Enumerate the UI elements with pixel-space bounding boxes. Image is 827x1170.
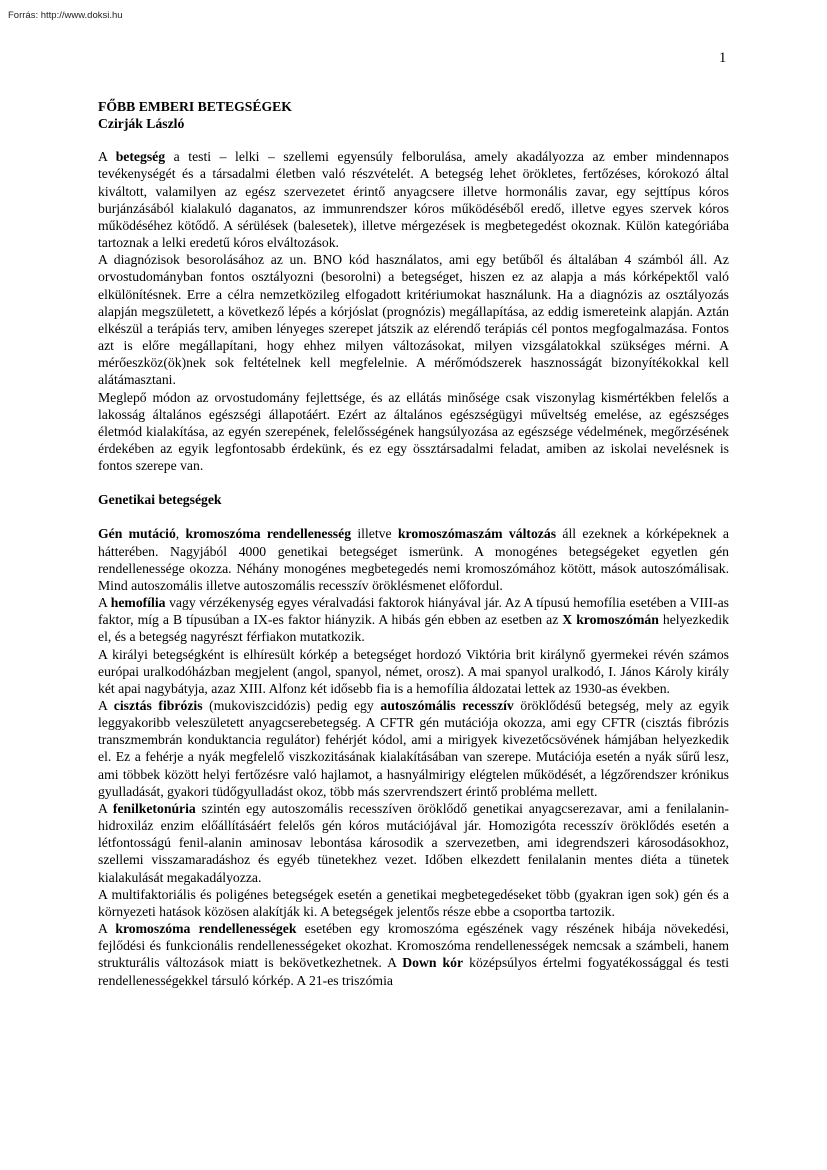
text-run: helyezkedik el, és a betegség nagyrészt férfiakon mutatkozik. [98, 612, 729, 645]
bold-term: kromoszóma rendellenességek [115, 921, 297, 937]
bold-term: kromoszóma rendellenesség [185, 526, 352, 542]
genetics-section [98, 525, 729, 988]
document-author: Czirják László [98, 116, 185, 132]
text-run: A multifaktoriális és poligénes betegségek esetén a genetikai megbetegedéseket több (gyakran igen sok) gén és a környezeti hatások közösen alakítják ki. A betegségek jelentős része ebbe a csoportba tartozik. [98, 886, 729, 919]
text-run: esetében egy kromoszóma egészének vagy részének hibája növekedési, fejlődési és funkcionális rendellenességeket okozhat. Kromoszóma rendellenességek nemcsak a számbeli, hanem strukturális változások miatt is bekövetkezhetnek. A [98, 921, 729, 971]
text-run: vagy vérzékenység egyes véralvadási faktorok hiányával jár. Az A típusú hemofília esetében a VIII-as faktor, míg a B típusúban a IX-es faktor hiányzik. A hibás gén ebben az esetben az [98, 595, 729, 628]
text-run: A [98, 921, 116, 937]
paragraph [98, 920, 729, 989]
paragraph [98, 886, 729, 920]
text-run: áll ezeknek a kórképeknek a hátterében. Nagyjából 4000 genetikai betegséget ismerünk. A monogénes betegségeket egyetlen gén rendellenessége okozza. Néhány monogénes megbetegedés nemi kromoszómához kötött, mások autoszómálisak. Mind autoszomális illetve autoszomális recesszív öröklésmenet előfordul. [98, 526, 730, 593]
document-title: FŐBB EMBERI BETEGSÉGEK [98, 99, 292, 114]
text-run: szintén egy autoszomális recesszíven öröklődő genetikai anyagcserezavar, ami a fenilalanin-hidroxiláz enzim előállításáért felelős gén kóros mutációjával jár. Homozigóta recesszív öröklődés esetén a létfontosságú fenil-alanin aminosav lebontása károsodik a szervezetben, ami idegrendszeri károsodásokhoz, szellemi visszamaradáshoz és egyéb tünetekhez vezet. Időben elkezdett fenilalanin mentes diéta a tünetek kialakulását megakadályozza. [98, 800, 729, 885]
paragraph [98, 148, 729, 251]
bold-term: betegség [115, 149, 166, 165]
text-run: (mukoviszcidózis) pedig egy [202, 698, 381, 713]
text-run: A diagnózisok besorolásához az un. BNO kód használatos, ami egy betűből és általában 4 számból áll. Az orvostudományban fontos osztályozni (besorolni) a betegséget, hiszen ez az alapja a más kórképektől való elkülönítésnek. Erre a célra nemzetközileg elfogadott kritériumokat használunk. Ha a diagnózis az osztályozás alapján megszületett, a következő lépés a kórjóslat (prognózis) megállapítása, az eddig ismereteink alapján. Aztán elkészül a terápiás terv, amiben lényeges szerepet játszik az elérendő terápiás cél pontos megfogalmazása. Fontos azt is előre megállapítani, hogy ehhez milyen változásokat, milyen vizsgálatokkal szükséges mérni. A mérőeszköz(ök)nek sok feltételnek kell megfelelnie. A mérőmódszerek hasznosságát bizonyítékokkal kell alátámasztani. [98, 252, 729, 388]
text-run: A [98, 698, 114, 713]
text-run: , [175, 526, 186, 542]
text-run: középsúlyos értelmi fogyatékossággal és testi rendellenességekkel társuló kórkép. A 21-es triszómia [98, 955, 730, 988]
paragraph [98, 646, 729, 697]
intro-section [98, 148, 729, 474]
bold-term: autoszómális recesszív [380, 698, 514, 713]
bold-term: hemofília [110, 595, 166, 611]
page-number: 1 [719, 50, 727, 66]
text-run: öröklődésű betegség, mely az egyik leggyakoribb veleszületett anyagcserebetegség. A CFTR gén mutációja okozza, ami egy CFTR (cisztás fibrózis transzmembrán konduktancia regulátor) fehérjét kódol, ami a mirigyek kivezetőcsövének hámjában helyezkedik el. Ez a fehérje a nyák megfelelő viszkozitásának kialakításában van szerepe. Mutációja esetén a nyák sűrű lesz, ami többek között helyi fertőzésre való hajlamot, a hasnyálmirigy elégtelen működését, a légzőrendszer krónikus gyulladását, gyakori tüdőgyulladást okoz, több más szervrendszert érintő probléma mellett. [98, 698, 729, 799]
text-run: A [98, 800, 113, 816]
text-run: a testi – lelki – szellemi egyensúly felborulása, amely akadályozza az ember mindennapos tevékenységét és a társadalmi életben való részvételét. A betegség lehet örökletes, fertőzéses, kórokozó által kiváltott, valamilyen az egész szervezetet érintő anyagcsere illetve hormonális zavar, egy sejttípus kóros burjánzásából kialakuló daganatos, az immunrendszer kóros működéséből eredő, illetve egyes szervek kóros működéséhez kötődő. A sérülések (balesetek), illetve mérgezések is megbetegedést okoznak. Külön kategóriába tartoznak a lelki eredetű kóros elváltozások. [98, 149, 729, 251]
paragraph [98, 594, 729, 645]
bold-term: cisztás fibrózis [113, 698, 203, 713]
paragraph [98, 697, 729, 800]
section-heading: Genetikai betegségek [98, 492, 222, 508]
paragraph [98, 525, 729, 594]
paragraph [98, 389, 729, 475]
text-run: A [98, 595, 111, 611]
source-label: Forrás: http://www.doksi.hu [8, 10, 123, 21]
bold-term: Gén mutáció [98, 526, 176, 542]
paragraph [98, 251, 729, 388]
text-run: Meglepő módon az orvostudomány fejlettsége, és az ellátás minősége csak viszonylag kismértékben felelős a lakosság általános egészségi állapotáért. Ezért az általános egészségügyi műveltség emelése, az egészséges életmód kialakítása, az egyén szerepének, felelősségének hangsúlyozása az egészsége védelmének, megőrzésének érdekében az egyik legfontosabb érdekünk, és ez egy össztársadalmi feladat, amiben az iskolai nevelésnek is fontos szerepe van. [98, 389, 729, 474]
paragraph [98, 800, 729, 886]
bold-term: X kromoszómán [562, 612, 659, 628]
text-run: illetve [351, 526, 398, 542]
bold-term: fenilketonúria [112, 800, 196, 816]
bold-term: Down kór [402, 955, 464, 971]
text-run: A királyi betegségként is elhíresült kórkép a betegséget hordozó Viktória brit királynő gyermekei révén számos európai uralkodóházban megjelent (angol, spanyol, német, orosz). A mai spanyol uralkodó, I. János Károly király két apai nagybátyja, azaz XIII. Alfonz két idősebb fia is a hemofília áldozatai lettek az 1930-as években. [98, 646, 729, 696]
bold-term: kromoszómaszám változás [397, 526, 557, 542]
text-run: A [98, 149, 116, 165]
document-body [98, 98, 729, 989]
